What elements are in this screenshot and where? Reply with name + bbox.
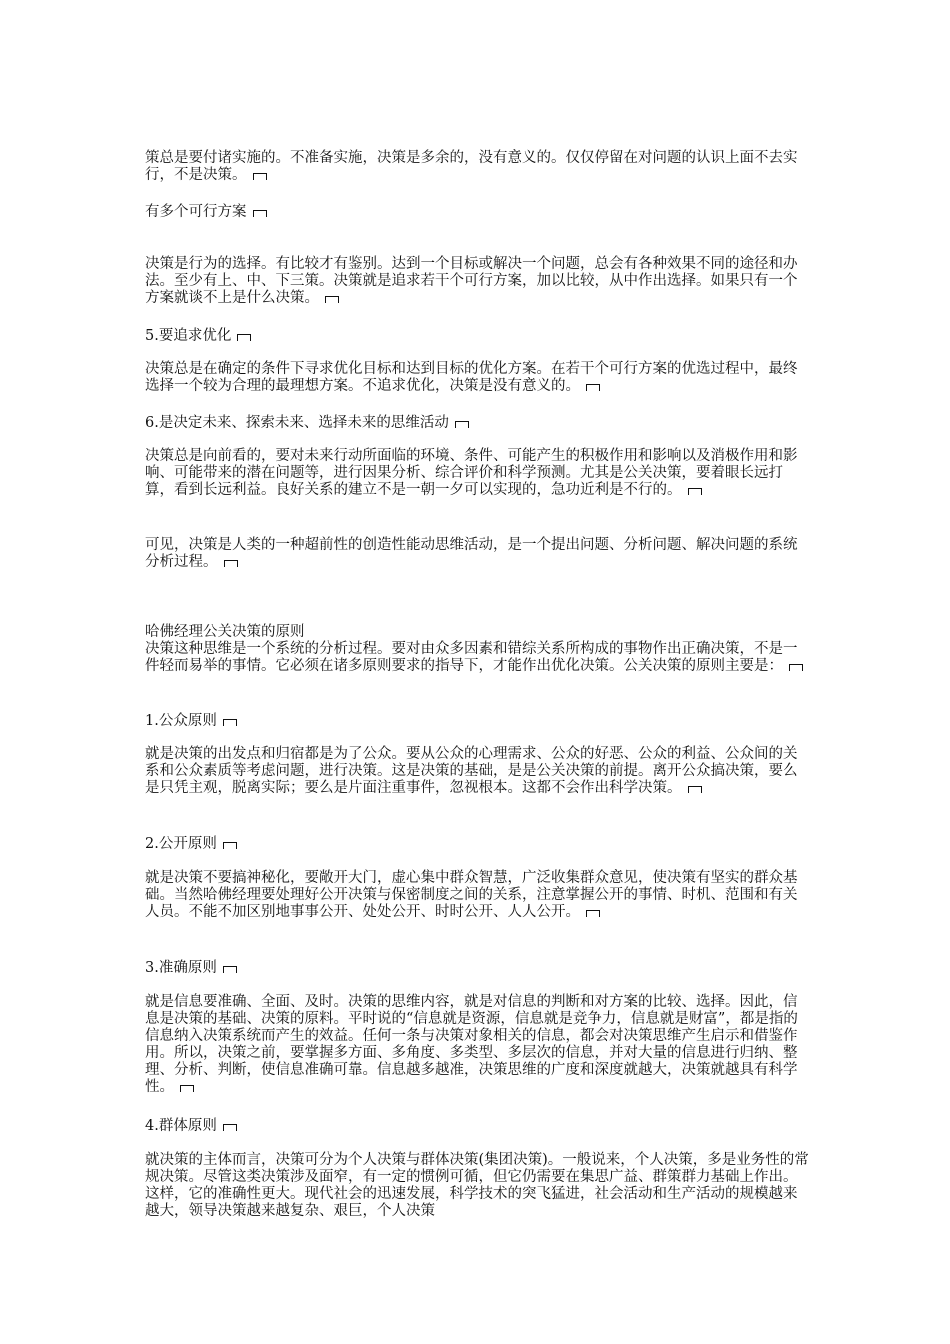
paragraph [145,361,810,395]
principle-text [145,746,810,797]
paragraph-text: 就是决策不要搞神秘化，要敞开大门，虚心集中群众智慧，广泛收集群众意见，使决策有坚实的群众基础。当然哈佛经理要处理好公开决策与保密制度之间的关系，注意掌握公开的事情、时机、范围和有关人员。不能不加区别地事事公开、处处公开、时时公开、人人公开。 [145,870,798,920]
heading-text: 有多个可行方案 [145,204,247,220]
principle-text [145,870,810,921]
heading-text: 2.公开原则 [145,836,217,852]
paragraph-mark-icon [325,296,339,303]
section-intro: 决策这种思维是一个系统的分析过程。要对由众多因素和错综关系所构成的事物作出正确决策，不是一件轻而易举的事情。它必须在诸多原则要求的指导下，才能作出优化决策。公关决策的原则主要是： [145,641,798,674]
paragraph-mark-icon [586,384,600,391]
paragraph-text: 决策总是在确定的条件下寻求优化目标和达到目标的优化方案。在若干个可行方案的优选过程中，最终选择一个较为合理的最理想方案。不追求优化，决策是没有意义的。 [145,361,798,394]
paragraph-mark-icon [180,1085,194,1092]
principle-title [145,836,810,853]
paragraph-mark-icon [224,560,238,567]
paragraph-mark-icon [253,210,267,217]
paragraph-mark-icon [223,966,237,973]
section-title: 哈佛经理公关决策的原则 [145,624,305,640]
paragraph-mark-icon [223,1124,237,1131]
paragraph-text: 就是信息要准确、全面、及时。决策的思维内容，就是对信息的判断和对方案的比较、选择。因此，信息是决策的基础、决策的原料。平时说的“信息就是资源，信息就是竞争力，信息就是财富”，都是指的信息纳入决策系统而产生的效益。任何一条与决策对象相关的信息，都会对决策思维产生启示和借鉴作用。所以，决策之前，要掌握多方面、多角度、多类型、多层次的信息，并对大量的信息进行归纳、整理、分析、判断，使信息准确可靠。信息越多越准，决策思维的广度和深度就越大，决策就越具有科学性。 [145,994,798,1095]
paragraph-text: 决策总是向前看的，要对未来行动所面临的环境、条件、可能产生的积极作用和影响以及消极作用和影响、可能带来的潜在问题等，进行因果分析、综合评价和科学预测。尤其是公关决策，要着眼长远打算，看到长远利益。良好关系的建立不是一朝一夕可以实现的，急功近利是不行的。 [145,448,798,498]
heading-text: 6.是决定未来、探索未来、选择未来的思维活动 [145,415,449,431]
paragraph-text: 就决策的主体而言，决策可分为个人决策与群体决策(集团决策)。一般说来，个人决策，多是业务性的常规决策。尽管这类决策涉及面窄，有一定的惯例可循，但它仍需要在集思广益、群策群力基础上作出。这样，它的准确性更大。现代社会的迅速发展，科学技术的突飞猛进，社会活动和生产活动的规模越来越大，领导决策越来越复杂、艰巨，个人决策 [145,1152,809,1219]
paragraph-mark-icon [586,910,600,917]
principle-title [145,1118,810,1135]
paragraph-heading [145,328,810,345]
paragraph-text: 就是决策的出发点和归宿都是为了公众。要从公众的心理需求、公众的好恶、公众的利益、公众间的关系和公众素质等考虑问题，进行决策。这是决策的基础，是是公关决策的前提。离开公众搞决策，要么是只凭主观，脱离实际；要么是片面注重事件，忽视根本。这都不会作出科学决策。 [145,746,798,796]
paragraph [145,150,810,184]
paragraph-mark-icon [688,786,702,793]
paragraph-mark-icon [789,664,803,671]
heading-text: 1.公众原则 [145,713,217,729]
paragraph-mark-icon [455,421,469,428]
paragraph-mark-icon [223,719,237,726]
paragraph [145,537,810,571]
paragraph-text: 可见，决策是人类的一种超前性的创造性能动思维活动，是一个提出问题、分析问题、解决问题的系统分析过程。 [145,537,798,570]
paragraph-mark-icon [253,173,267,180]
section [145,624,810,675]
heading-text: 3.准确原则 [145,960,217,976]
principle-text [145,994,810,1096]
paragraph [145,256,810,307]
paragraph [145,448,810,499]
paragraph-mark-icon [223,842,237,849]
paragraph-text: 策总是要付诸实施的。不准备实施，决策是多余的，没有意义的。仅仅停留在对问题的认识上面不去实行，不是决策。 [145,150,798,183]
paragraph-text: 决策是行为的选择。有比较才有鉴别。达到一个目标或解决一个问题，总会有各种效果不同的途径和办法。至少有上、中、下三策。决策就是追求若干个可行方案，加以比较，从中作出选择。如果只有一个方案就谈不上是什么决策。 [145,256,798,306]
heading-text: 5.要追求优化 [145,328,232,344]
principle-text [145,1152,810,1220]
paragraph-mark-icon [688,488,702,495]
paragraph-heading [145,204,810,221]
principle-title [145,960,810,977]
paragraph-heading [145,415,810,432]
paragraph-mark-icon [237,334,251,341]
heading-text: 4.群体原则 [145,1118,217,1134]
principle-title [145,713,810,730]
